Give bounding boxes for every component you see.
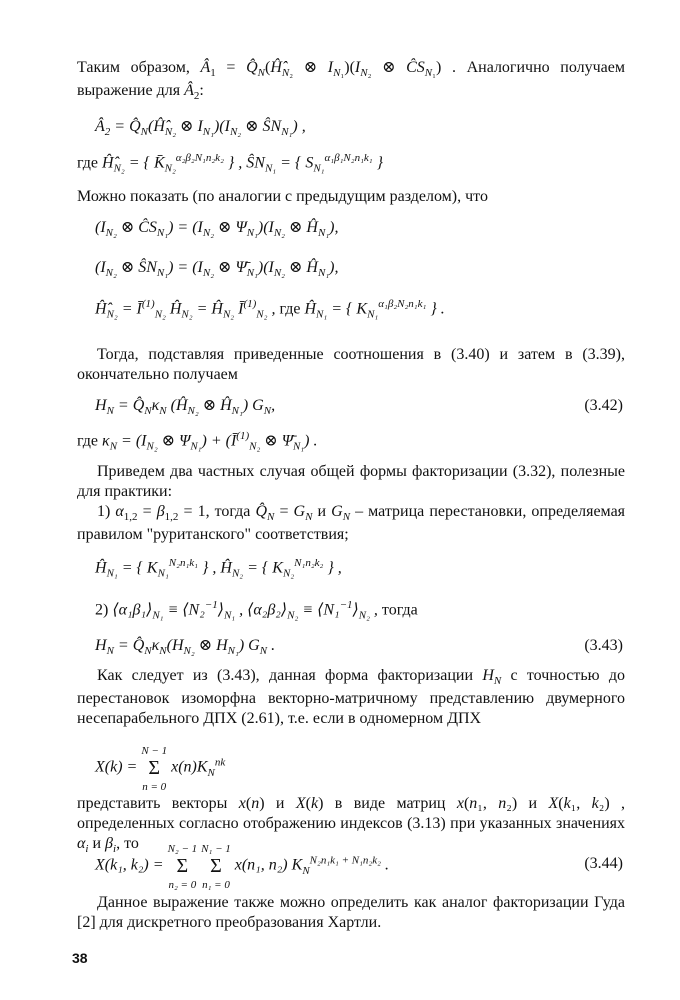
intro-paragraph: Таким образом, $Â_1$ = $Q̂_N(Ĥ̂_{N_2}$ ⊗ $I_{N_1})(I_{N_2}$ ⊗ $ĈS_{N_1}$) . Аналогично получаем выражение для $Â_2$: — [77, 59, 626, 103]
definition-line: где $Ĥ̂_{N_2}$ = { $K̄_{N_2}^{\alpha_2\beta_2N_1n_2k_2}$ } , $ŜN_{N_1}$ = { $S_{N_1}^{\alpha_1\beta_1N_2n_1k_1}$ } — [77, 152, 384, 175]
equation-344: X(k₁, k₂) = N₂ − 1 Σ n₂ = 0 N₁ − 1 Σ n₁ = 0 x(n₁, n₂) $K_N^{N_2n_1k_1 + N_1n_2k_2}$ . — [95, 843, 389, 891]
equation-dht: X(k) = N − 1 Σ n = 0 $x(n)K_N^{nk}$ — [95, 745, 226, 793]
equation-h-definitions: $Ĥ_{N_1}$ = { $K_{N_1}^{N_2n_1k_1}$ } , $Ĥ_{N_2}$ = { $K_{N_2}^{N_1n_2k_2}$ } , — [95, 557, 342, 580]
case-one-paragraph: 1) $\alpha_{1,2} = \beta_{1,2} = 1$, тогда $Q̂_N = G_N$ и $G_N$ – матрица перестановки, определяемая правилом "руританского" соответствия; — [77, 503, 626, 543]
equation-number-344: (3.44) — [584, 855, 623, 872]
closing-paragraph: Данное выражение также можно определить как аналог факторизации Гуда [2] для дискретного преобразования Хартли. — [77, 894, 625, 931]
page-number: 38 — [72, 950, 88, 966]
kappa-definition: где $\kappa_N = (I_{N_2}$ ⊗ $\Psi_{N_1}$) + ($Ī^{(1)}_{N_2}$ ⊗ $\Psī_{N_1}$) . — [77, 430, 318, 453]
equation-a2: $Â_2$ = $Q̂_N(Ĥ̂_{N_2}$ ⊗ $I_{N_1})(I_{N_2}$ ⊗ $ŜN_{N_1}$) , — [95, 118, 306, 139]
show-paragraph: Можно показать (по аналогии с предыдущим разделом), что — [77, 188, 488, 205]
equation-sn: ($I_{N_2}$ ⊗ $ŜN_{N_1}) = (I_{N_2}$ ⊗ $\Psī_{N_1})(I_{N_2}$ ⊗ $Ĥ_{N_1}$), — [95, 259, 339, 280]
represent-paragraph: представить векторы x(n) и X(k) в виде матриц x(n₁, n₂) и X(k₁, k₂) , определенных согласно отображению индексов (3.13) при указанных значениях $\alpha_i$ и $\beta_i$, то — [77, 795, 626, 856]
case-two-line: 2) $⟨\alpha_1\beta_1⟩_{N_1}$ ≡ $⟨N_2^{-1}⟩_{N_1}$ , $⟨\alpha_2\beta_2⟩_{N_2}$ ≡ $⟨N_1^{-1}⟩_{N_2}$ , тогда — [95, 599, 418, 622]
substitution-paragraph: Тогда, подставляя приведенные соотношения в (3.40) и затем в (3.39), окончательно получаем — [77, 346, 625, 383]
equation-343: $H_N$ = $Q̂_N\kappa_N(H_{N_2}$ ⊗ $H_{N_1}$) $G_N$ . — [95, 637, 276, 658]
equation-number-342: (3.42) — [584, 397, 623, 414]
follows-paragraph: Как следует из (3.43), данная форма факторизации $H_N$ с точностью до перестановок изоморфна векторно-матричному представлению двумерного несепарабельного ДПХ (2.61), т.е. если в одномерном ДПХ — [77, 667, 625, 727]
equation-number-343: (3.43) — [584, 637, 623, 654]
special-cases-paragraph: Приведем два частных случая общей формы факторизации (3.32), полезные для практики: — [77, 463, 625, 500]
equation-cs: ($I_{N_2}$ ⊗ $ĈS_{N_1}) = (I_{N_2}$ ⊗ $\Psi_{N_1})(I_{N_2}$ ⊗ $Ĥ_{N_1}$), — [95, 219, 339, 240]
equation-hn2: $Ĥ̂_{N_2}$ = $Ī^{(1)}_{N_2}$ $Ĥ_{N_2}$ = $Ĥ_{N_2}$ $Ī^{(1)}_{N_2}$ , где $Ĥ_{N_1}$ = { $K_{N_1}^{\alpha_1\beta_2N_2n_1k_1}$ } . — [95, 298, 445, 321]
equation-342: $H_N$ = $Q̂_N\kappa_N$ ($Ĥ_{N_2}$ ⊗ $Ĥ_{N_1}$) $G_N$, — [95, 397, 276, 418]
